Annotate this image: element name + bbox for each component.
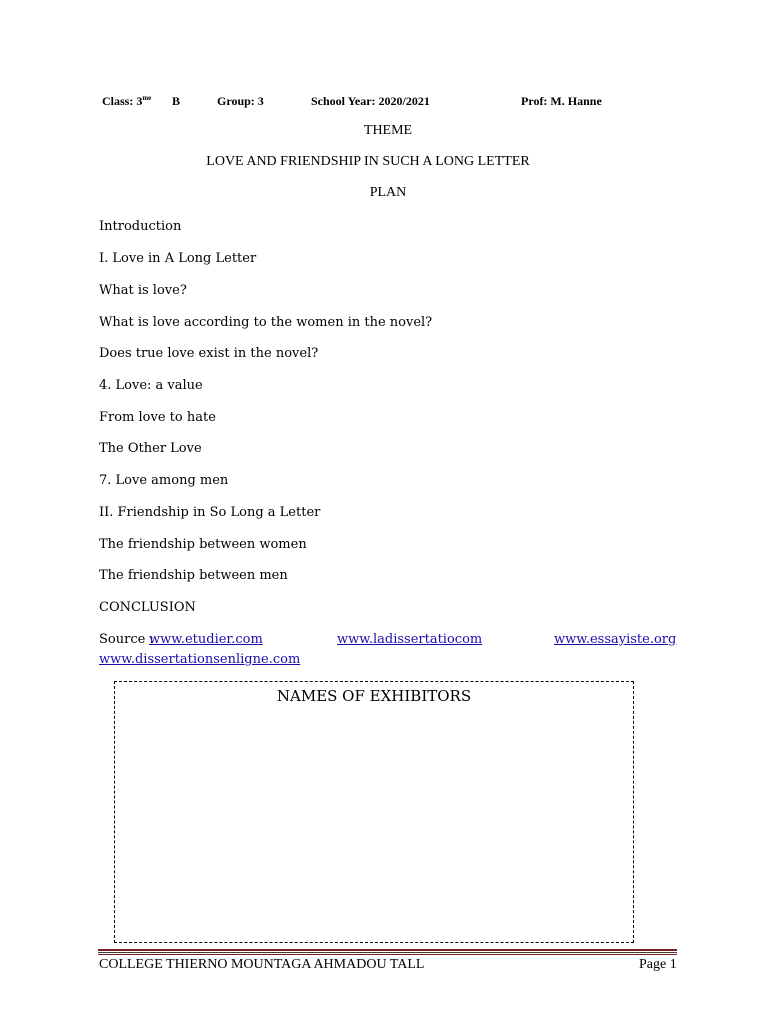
plan-item: 7. Love among men <box>99 473 229 488</box>
plan-item: What is love? <box>99 283 187 298</box>
footer-school-name: COLLEGE THIERNO MOUNTAGA AHMADOU TALL <box>99 957 425 972</box>
footer-rule-middle <box>98 952 677 953</box>
group-label: Group: 3 <box>217 94 264 108</box>
source-link-essayiste[interactable]: www.essayiste.org <box>554 632 677 647</box>
footer-page-number: Page 1 <box>639 957 677 972</box>
plan-item: From love to hate <box>99 410 216 425</box>
exhibitors-box <box>114 681 634 943</box>
school-year: School Year: 2020/2021 <box>311 94 430 108</box>
plan-item: The friendship between women <box>99 537 307 552</box>
plan-item: The friendship between men <box>99 568 288 583</box>
class-superscript: me <box>142 94 152 102</box>
plan-item: 4. Love: a value <box>99 378 203 393</box>
plan-item: II. Friendship in So Long a Letter <box>99 505 321 520</box>
source-link-ladissertatio[interactable]: www.ladissertatiocom <box>337 632 483 647</box>
source-label: Source : <box>99 632 154 647</box>
plan-item: Does true love exist in the novel? <box>99 346 319 361</box>
plan-item: CONCLUSION <box>99 600 196 615</box>
class-section: B <box>172 94 181 108</box>
document-title: LOVE AND FRIENDSHIP IN SUCH A LONG LETTER <box>206 154 530 169</box>
source-link-dissertationsenligne[interactable]: www.dissertationsenligne.com <box>99 652 301 667</box>
plan-item: What is love according to the women in the novel? <box>99 315 433 330</box>
prof-label: Prof: M. Hanne <box>521 94 602 108</box>
footer-rule-bottom <box>98 954 677 955</box>
plan-item: The Other Love <box>99 441 202 456</box>
theme-label: THEME <box>363 123 413 138</box>
plan-label: PLAN <box>369 185 407 200</box>
plan-item: I. Love in A Long Letter <box>99 251 257 266</box>
source-link-etudier[interactable]: www.etudier.com <box>149 632 263 647</box>
exhibitors-box-title: NAMES OF EXHIBITORS <box>276 687 472 705</box>
class-label: Class: $3^{me}$ <box>102 94 152 108</box>
footer-rule-top <box>98 949 677 951</box>
plan-item: Introduction <box>99 219 182 234</box>
